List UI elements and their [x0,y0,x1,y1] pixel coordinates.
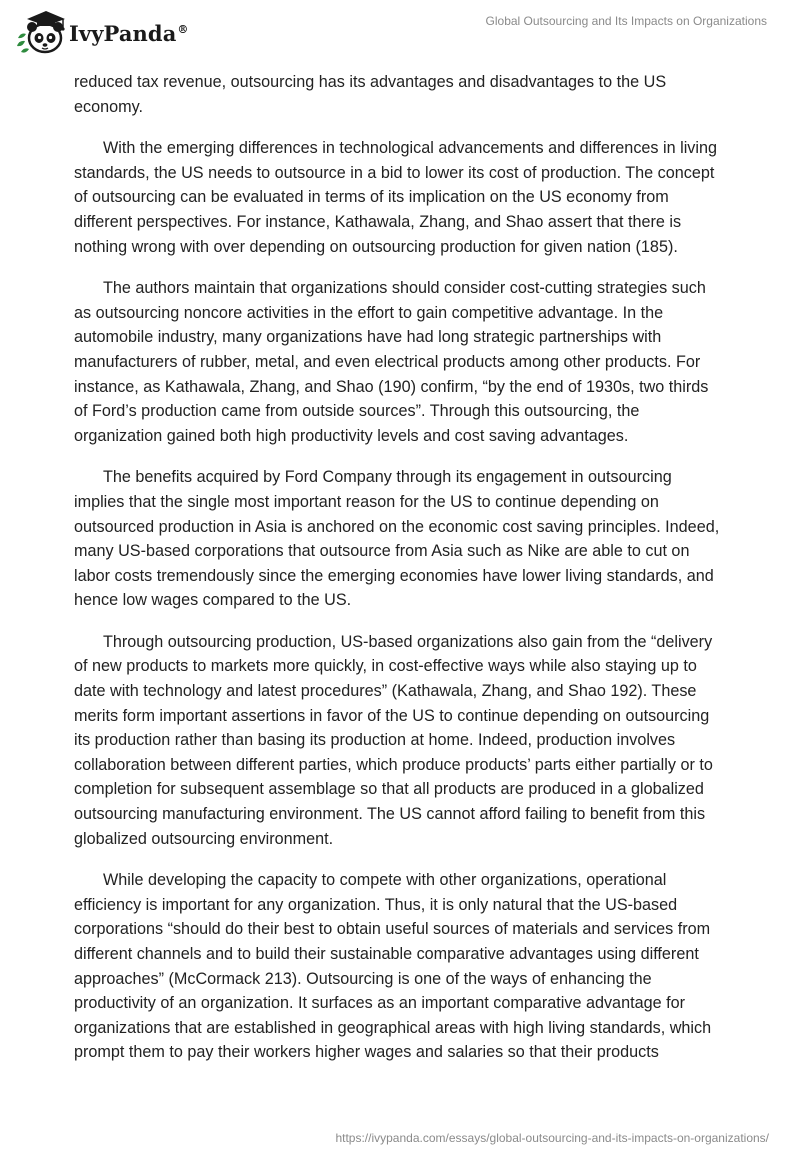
paragraph: The authors maintain that organizations should consider cost-cutting strategies such as outsourcing noncore activities in the effort to gain competitive advantage. In the automobile industry, many organizations have had long strategic partnerships with manufacturers of rubber, metal, and even electrical products among other products. For instance, as Kathawala, Zhang, and Shao (190) confirm, “by the end of 1930s, two thirds of Ford’s production came from outside sources”. Through this outsourcing, the organization gained both high productivity levels and cost saving advantages. [74,279,709,445]
paragraph: Through outsourcing production, US-based organizations also gain from the “delivery of new products to markets more quickly, in cost-effective ways while also staying up to date with technology and latest procedures” (Kathawala, Zhang, and Shao 192). These merits form important assertions in favor of the US to continue depending on outsourcing its production rather than basing its production at home. Indeed, production involves collaboration between different parties, which produce products’ parts either partially or to completion for subsequent assemblage so that all products are produced in a globalized outsourcing manufacturing environment. The US cannot afford failing to benefit from this globalized outsourcing environment. [74,632,713,848]
brand-name: IvyPanda® [69,20,189,46]
document-title: Global Outsourcing and Its Impacts on Organizations [485,14,767,28]
paragraph: While developing the capacity to compete with other organizations, operational efficiency is important for any organization. Thus, it is only natural that the US-based corporations “should do their best to obtain useful sources of materials and services from different channels and to build their sustainable comparative advantages using different approaches” (McCormack 213). Outsourcing is one of the ways of enhancing the productivity of an organization. It surfaces as an important comparative advantage for organizations that are established in geographical areas with high living standards, which prompt them to pay their workers higher wages and salaries so that their products [74,871,712,1062]
paragraph: reduced tax revenue, outsourcing has its advantages and disadvantages to the US economy. [74,73,667,116]
page-header [0,0,800,70]
panda-graduation-cap-icon [15,8,67,56]
paragraph: The benefits acquired by Ford Company through its engagement in outsourcing implies that the single most important reason for the US to continue depending on outsourced production in Asia is anchored on the economic cost saving principles. Indeed, many US-based corporations that outsource from Asia such as Nike are able to cut on labor costs tremendously since the emerging economies have lower living standards, and hence low wages compared to the US. [74,468,720,610]
source-url-link[interactable]: https://ivypanda.com/essays/global-outsourcing-and-its-impacts-on-organizations/ [335,1131,769,1145]
essay-body [74,70,726,1082]
registered-mark: ® [177,22,189,36]
ivypanda-logo[interactable] [15,8,189,56]
paragraph: With the emerging differences in technological advancements and differences in living standards, the US needs to outsource in a bid to lower its cost of production. The concept of outsourcing can be evaluated in terms of its implication on the US economy from different perspectives. For instance, Kathawala, Zhang, and Shao assert that there is nothing wrong with over depending on outsourcing production for given nation (185). [74,139,717,256]
